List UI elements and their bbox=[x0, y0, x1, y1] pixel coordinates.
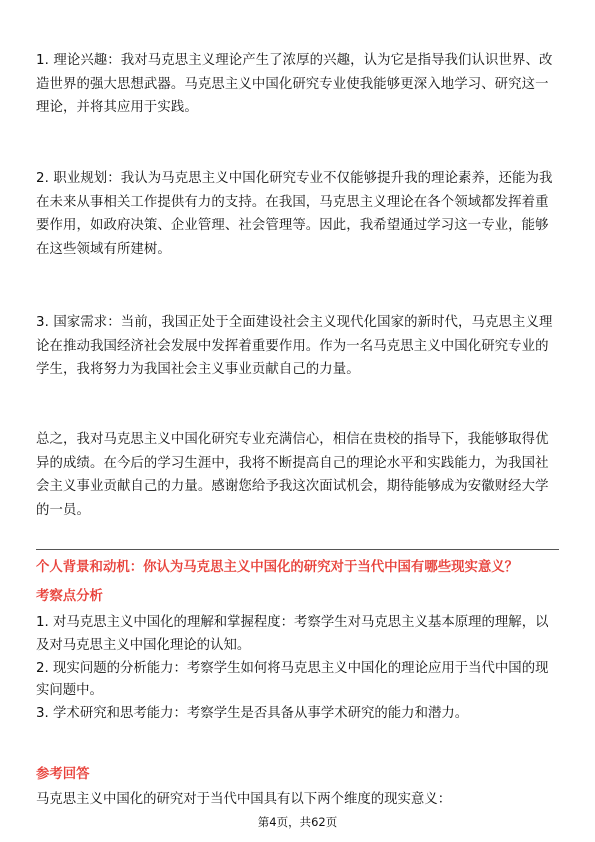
reference-heading: 参考回答 bbox=[36, 767, 90, 782]
paragraph-career-plan: 2. 职业规划：我认为马克思主义中国化研究专业不仅能够提升我的理论素养，还能为我在未来从事相关工作提供有力的支持。在我国，马克思主义理论在各个领域都发挥着重要作用，如政府决策、企业管理、社会管理等。因此，我希望通过学习这一专业，能够在这些领域有所建树。 bbox=[36, 171, 553, 257]
page-footer: 第4页，共62页 bbox=[257, 815, 338, 829]
paragraph-national-need: 3. 国家需求：当前，我国正处于全面建设社会主义现代化国家的新时代，马克思主义理论在推动我国经济社会发展中发挥着重要作用。作为一名马克思主义中国化研究专业的学生，我将努力为我国社会主义事业贡献自己的力量。 bbox=[36, 315, 553, 377]
analysis-heading: 考察点分析 bbox=[36, 589, 103, 604]
analysis-item: 2. 现实问题的分析能力：考察学生如何将马克思主义中国化的理论应用于当代中国的现实问题中。 bbox=[36, 660, 549, 698]
question-title: 个人背景和动机：你认为马克思主义中国化的研究对于当代中国有哪些现实意义？ bbox=[36, 560, 519, 575]
analysis-item: 3. 学术研究和思考能力：考察学生是否具备从事学术研究的能力和潜力。 bbox=[36, 706, 469, 721]
paragraph-theory-interest: 1. 理论兴趣：我对马克思主义理论产生了浓厚的兴趣，认为它是指导我们认识世界、改造世界的强大思想武器。马克思主义中国化研究专业使我能够更深入地学习、研究这一理论，并将其应用于实践。 bbox=[36, 53, 553, 115]
analysis-list bbox=[36, 612, 561, 726]
reference-text: 马克思主义中国化的研究对于当代中国具有以下两个维度的现实意义： bbox=[36, 792, 452, 807]
section-divider bbox=[36, 549, 559, 550]
analysis-item: 1. 对马克思主义中国化的理解和掌握程度：考察学生对马克思主义基本原理的理解，以及对马克思主义中国化理论的认知。 bbox=[36, 615, 549, 653]
paragraph-conclusion: 总之，我对马克思主义中国化研究专业充满信心，相信在贵校的指导下，我能够取得优异的成绩。在今后的学习生涯中，我将不断提高自己的理论水平和实践能力，为我国社会主义事业贡献自己的力量。感谢您给予我这次面试机会，期待能够成为安徽财经大学的一员。 bbox=[36, 432, 549, 518]
